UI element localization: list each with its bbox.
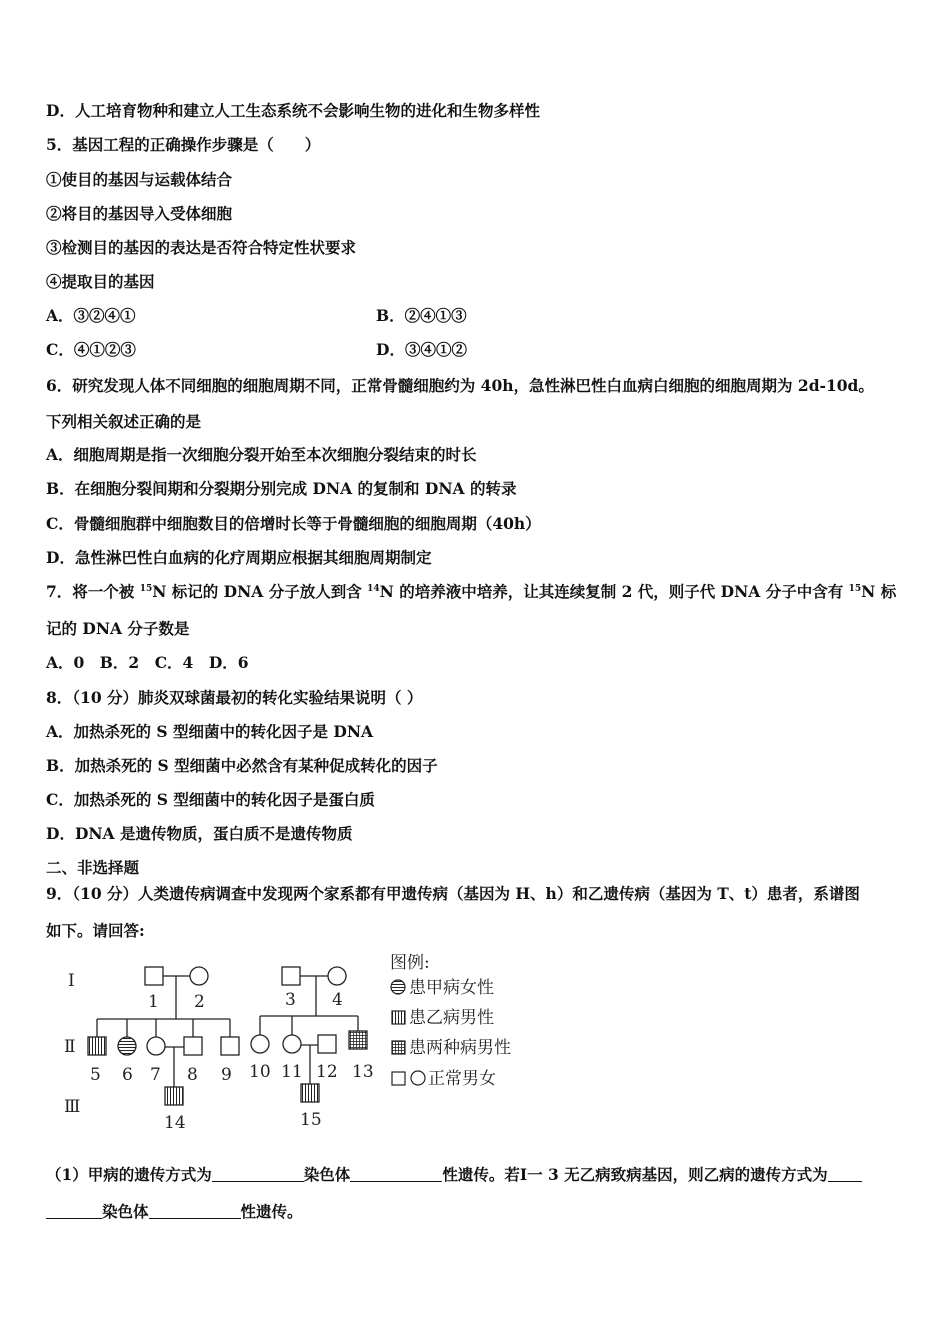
q9-stem-line1: 9．（10 分）人类遗传病调查中发现两个家系都有甲遗传病（基因为 H、h）和乙遗传病（基因为 T、t）患者，系谱图 [46,884,860,903]
label-7: 7 [150,1065,161,1085]
generation-label-2: Ⅱ [64,1037,76,1057]
legend-symbol-male-b [392,1011,405,1024]
q5-step-4: ④提取目的基因 [46,272,155,291]
q7-options: A．0 B．2 C．4 D．6 [46,653,249,672]
individual-15 [301,1084,319,1102]
individual-9 [221,1037,239,1055]
legend-item-3: 患两种病男性 [409,1038,511,1058]
q6-option-d: D．急性淋巴性白血病的化疗周期应根据其细胞周期制定 [46,548,432,567]
q5-option-a: A．③②④① [46,306,136,325]
q9-sub1-line1: （1）甲病的遗传方式为 染色体 性遗传。若Ⅰ一 3 无乙病致病基因，则乙病的遗传方式为 [46,1165,862,1185]
answer-blank-3a[interactable] [828,1166,862,1182]
label-10: 10 [249,1062,271,1082]
q6-option-a: A．细胞周期是指一次细胞分裂开始至本次细胞分裂结束的时长 [46,445,477,464]
legend-item-2: 患乙病男性 [409,1008,494,1028]
label-9: 9 [221,1065,232,1085]
label-13: 13 [352,1062,374,1082]
q6-stem-line2: 下列相关叙述正确的是 [46,412,202,431]
individual-13 [349,1031,367,1049]
q5-option-b: B．②④①③ [376,306,467,325]
q6-option-b: B．在细胞分裂间期和分裂期分别完成 DNA 的复制和 DNA 的转录 [46,479,517,498]
q7-stem-line1: 7．将一个被 $^{15}$N 标记的 DNA 分子放人到含 $^{14}$N 的培养液中培养，让其连续复制 2 代，则子代 DNA 分子中含有 $^{15}$N 标 [46,582,897,601]
generation-label-1: Ⅰ [68,971,75,991]
q5-step-1: ①使目的基因与运载体结合 [46,170,233,189]
label-1: 1 [148,992,159,1012]
legend-title: 图例: [390,953,430,973]
generation-label-3: Ⅲ [64,1097,81,1117]
legend-item-4: 正常男女 [428,1069,496,1089]
individual-7 [147,1037,165,1055]
q8-option-c: C．加热杀死的 S 型细菌中的转化因子是蛋白质 [46,790,375,809]
legend-symbol-normal-female [411,1071,425,1085]
pedigree-chart [52,950,532,1135]
individual-12 [318,1035,336,1053]
legend-symbol-normal-male [392,1072,405,1085]
individual-8 [184,1037,202,1055]
label-15: 15 [300,1110,322,1130]
label-14: 14 [164,1113,186,1133]
individual-14 [165,1087,183,1105]
label-11: 11 [281,1062,303,1082]
section-heading: 二、非选择题 [46,858,140,877]
individual-10 [251,1035,269,1053]
pedigree-legend [390,953,511,1089]
label-6: 6 [122,1065,133,1085]
q5-step-3: ③检测目的基因的表达是否符合特定性状要求 [46,238,357,257]
individual-6 [118,1037,136,1055]
label-4: 4 [332,990,343,1010]
label-8: 8 [187,1065,198,1085]
individual-2 [190,967,208,985]
individual-4 [328,967,346,985]
answer-blank-2[interactable] [350,1166,442,1182]
label-12: 12 [316,1062,338,1082]
legend-symbol-male-ab [392,1041,405,1054]
q5-option-d: D．③④①② [376,340,467,359]
q6-option-c: C．骨髓细胞群中细胞数目的倍增时长等于骨髓细胞的细胞周期（40h） [46,514,541,533]
label-2: 2 [194,992,205,1012]
individual-1 [145,967,163,985]
q5-option-c: C．④①②③ [46,340,136,359]
individual-5 [88,1037,106,1055]
q5-step-2: ②将目的基因导入受体细胞 [46,204,233,223]
legend-symbol-female-a [391,980,405,994]
answer-blank-4[interactable] [149,1203,241,1219]
q8-option-a: A．加热杀死的 S 型细菌中的转化因子是 DNA [46,722,374,741]
q4-option-d: D．人工培育物种和建立人工生态系统不会影响生物的进化和生物多样性 [46,101,540,120]
q5-stem: 5．基因工程的正确操作步骤是（ ） [46,135,321,154]
label-5: 5 [90,1065,101,1085]
label-3: 3 [285,990,296,1010]
q9-sub1-line2: 染色体 性遗传。 [46,1202,303,1222]
q8-stem: 8．（10 分）肺炎双球菌最初的转化实验结果说明（ ） [46,688,423,707]
q9-stem-line2: 如下。请回答: [46,921,145,940]
q6-stem-line1: 6．研究发现人体不同细胞的细胞周期不同，正常骨髓细胞约为 40h，急性淋巴性白血病白细胞的细胞周期为 2d-10d。 [46,376,874,395]
answer-blank-3b[interactable] [46,1203,102,1219]
q8-option-d: D．DNA 是遗传物质，蛋白质不是遗传物质 [46,824,353,843]
individual-3 [282,967,300,985]
q7-stem-line2: 记的 DNA 分子数是 [46,619,190,638]
individual-11 [283,1035,301,1053]
legend-item-1: 患甲病女性 [409,978,494,998]
answer-blank-1[interactable] [212,1166,304,1182]
q8-option-b: B．加热杀死的 S 型细菌中必然含有某种促成转化的因子 [46,756,438,775]
